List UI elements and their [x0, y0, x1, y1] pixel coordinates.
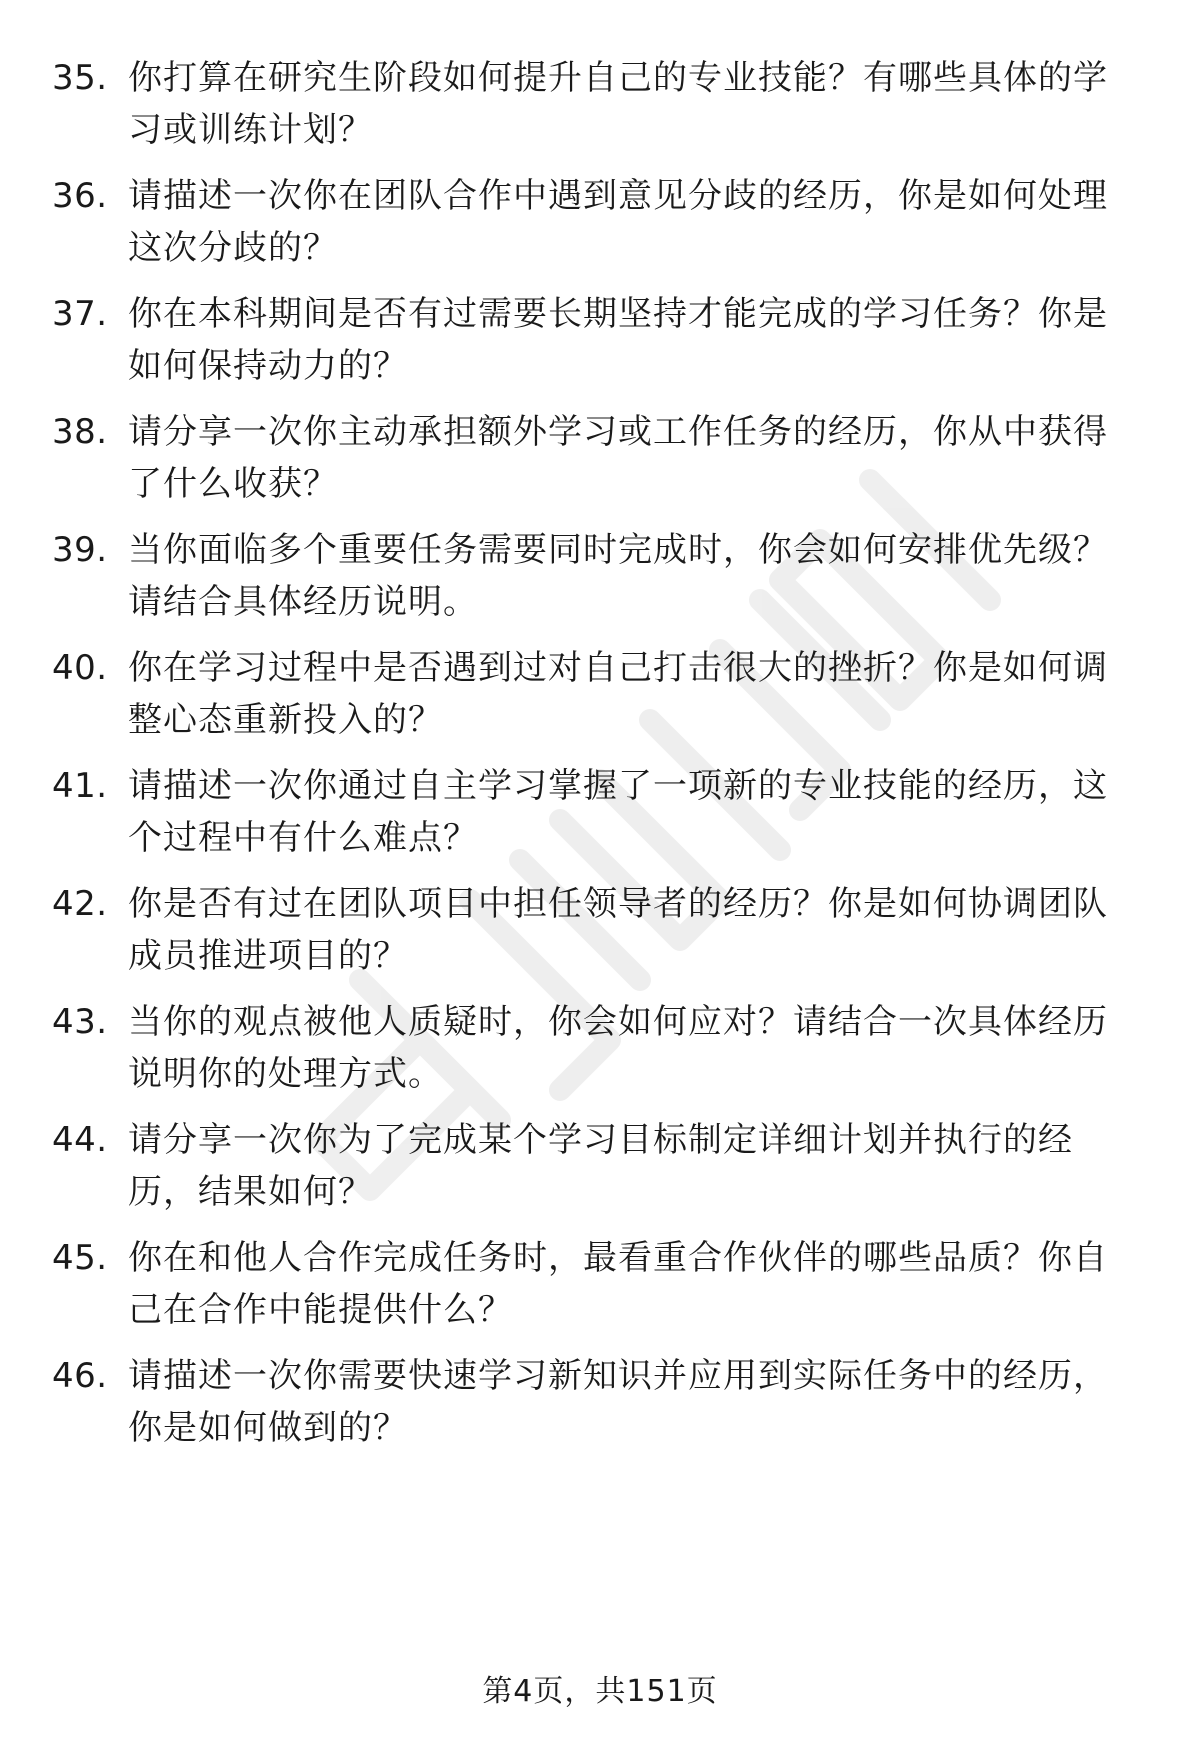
question-text: 你在和他人合作完成任务时，最看重合作伙伴的哪些品质？你自己在合作中能提供什么？	[128, 1238, 1108, 1330]
question-number: 41.	[52, 766, 108, 806]
page-footer	[0, 1670, 1200, 1714]
question-item	[0, 760, 1200, 870]
question-item	[0, 52, 1200, 162]
question-item	[0, 406, 1200, 516]
question-item	[0, 878, 1200, 988]
question-item	[0, 170, 1200, 280]
question-number: 38.	[52, 412, 108, 452]
question-number: 39.	[52, 530, 108, 570]
question-item	[0, 524, 1200, 634]
question-text: 你在本科期间是否有过需要长期坚持才能完成的学习任务？你是如何保持动力的？	[128, 294, 1108, 386]
question-text: 当你的观点被他人质疑时，你会如何应对？请结合一次具体经历说明你的处理方式。	[128, 1002, 1108, 1094]
question-text: 请描述一次你通过自主学习掌握了一项新的专业技能的经历，这个过程中有什么难点？	[128, 766, 1108, 858]
question-text: 请描述一次你在团队合作中遇到意见分歧的经历，你是如何处理这次分歧的？	[128, 176, 1108, 268]
question-item	[0, 1114, 1200, 1224]
question-text: 你打算在研究生阶段如何提升自己的专业技能？有哪些具体的学习或训练计划？	[128, 58, 1108, 150]
question-number: 43.	[52, 1002, 108, 1042]
question-item	[0, 996, 1200, 1106]
question-number: 36.	[52, 176, 108, 216]
question-text: 请描述一次你需要快速学习新知识并应用到实际任务中的经历，你是如何做到的？	[128, 1356, 1108, 1448]
question-number: 46.	[52, 1356, 108, 1396]
question-number: 45.	[52, 1238, 108, 1278]
question-text: 请分享一次你主动承担额外学习或工作任务的经历，你从中获得了什么收获？	[128, 412, 1108, 504]
question-number: 37.	[52, 294, 108, 334]
question-number: 44.	[52, 1120, 108, 1160]
question-item	[0, 1232, 1200, 1342]
question-number: 40.	[52, 648, 108, 688]
question-text: 你在学习过程中是否遇到过对自己打击很大的挫折？你是如何调整心态重新投入的？	[128, 648, 1108, 740]
page-number-label: 第4页，共151页	[482, 1674, 718, 1709]
question-item	[0, 642, 1200, 752]
question-text: 当你面临多个重要任务需要同时完成时，你会如何安排优先级？请结合具体经历说明。	[128, 530, 1108, 622]
question-item	[0, 288, 1200, 398]
question-item	[0, 1350, 1200, 1460]
question-number: 42.	[52, 884, 108, 924]
question-text: 你是否有过在团队项目中担任领导者的经历？你是如何协调团队成员推进项目的？	[128, 884, 1108, 976]
question-number: 35.	[52, 58, 108, 98]
question-text: 请分享一次你为了完成某个学习目标制定详细计划并执行的经历，结果如何？	[128, 1120, 1073, 1212]
